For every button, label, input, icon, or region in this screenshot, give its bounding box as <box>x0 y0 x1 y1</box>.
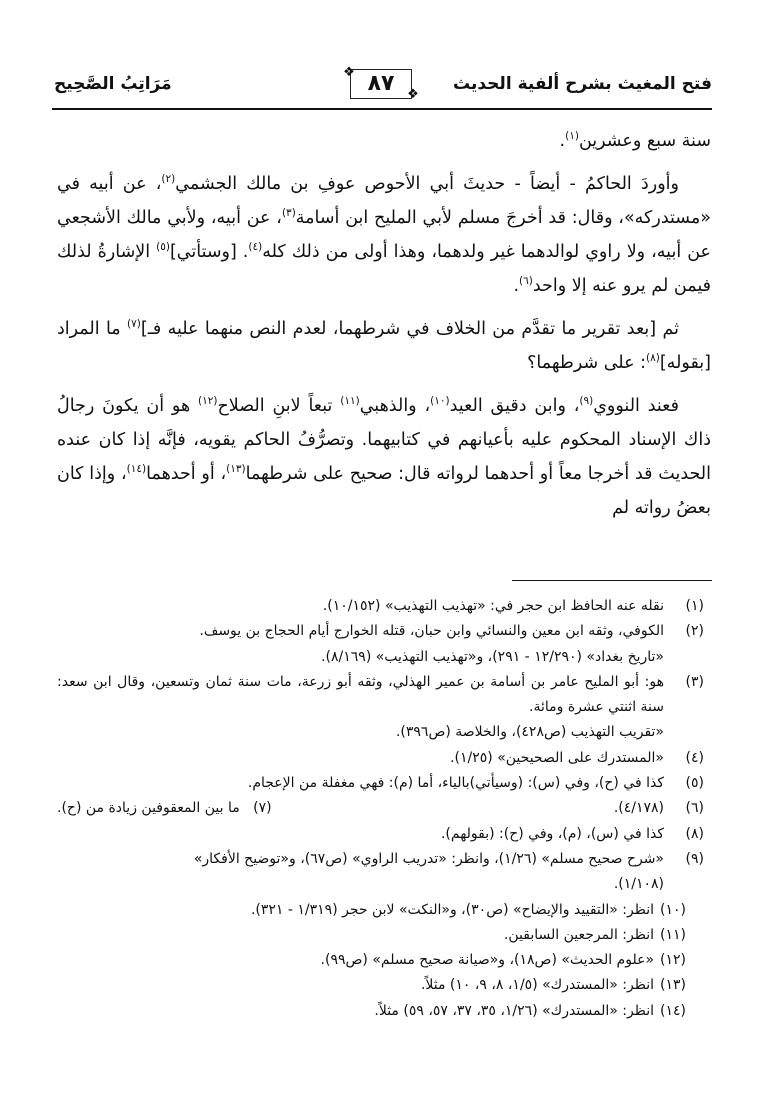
footnote-4 <box>57 746 712 771</box>
text-run: . [وستأتي] <box>169 242 249 262</box>
footnote-text: نقله عنه الحافظ ابن حجر في: «تهذيب التهذيب» (١٠/١٥٢). <box>322 598 664 614</box>
footnote-text: «شرح صحيح مسلم» (١/٢٦)، وانظر: «تدريب الراوي» (ص٦٧)، و«توضيح الأفكار» <box>193 850 664 867</box>
footnote-number: (١) <box>685 598 704 614</box>
footnote-text: الكوفي، وثقه ابن معين والنسائي وابن حبان، قتله الخوارج أيام الحجاج بن يوسف. <box>199 623 664 640</box>
footnote-number: (١٠) <box>660 901 686 918</box>
footnote-ref[interactable]: (١) <box>565 130 579 142</box>
text-run: ثم [بعد تقرير ما تقدَّم من الخلاف في شرطهما، لعدم النص منهما عليه فـ] <box>140 319 679 339</box>
footnote-14 <box>57 999 686 1024</box>
footnote-text: (١/١٠٨). <box>613 876 664 893</box>
footnote-3 <box>57 670 712 746</box>
text-run: . <box>513 276 520 296</box>
footnote-11 <box>57 923 686 948</box>
footnote-8 <box>57 822 712 847</box>
main-text <box>57 124 711 525</box>
text-run: : على شرطهما؟ <box>527 353 646 373</box>
book-title: فتح المغيث بشرح ألفية الحديث <box>452 74 712 94</box>
footnote-text: «المستدرك على الصحيحين» (١/٢٥). <box>450 749 664 766</box>
footnote-ref[interactable]: (٧) <box>127 318 141 330</box>
footnote-ref[interactable]: (٤) <box>248 241 263 253</box>
footnote-number: (١١) <box>660 926 686 943</box>
footnote-5 <box>57 771 712 796</box>
footnote-number: (٧) <box>253 800 272 817</box>
text-run: الإشارةُ لذلك فيمن لم يرو عنه إلا واحد <box>57 242 711 296</box>
footnote-number: (٢) <box>685 623 704 640</box>
text-run: ، وإذا كان بعضُ رواته لم <box>57 464 711 518</box>
text-run: ، عن أبيه، ولأبي مالك الأشجعي عن أبيه، ولا راوي لوالدهما غير ولدهما، وهذا أولى من ذلك كله <box>57 208 711 262</box>
footnote-number: (٣) <box>685 673 704 690</box>
footnote-text: انظر: المرجعين السابقين. <box>503 926 655 943</box>
ornament-icon: ❖ <box>407 87 419 102</box>
footnote-9 <box>57 847 712 898</box>
footnote-number: (١٣) <box>660 977 686 994</box>
footnote-number: (١٢) <box>660 952 686 969</box>
footnote-number: (٤) <box>685 749 704 766</box>
footnote-text: «علوم الحديث» (ص١٨)، و«صيانة صحيح مسلم» (ص٩٩). <box>320 952 655 969</box>
footnote-ref[interactable]: (٣) <box>281 207 296 219</box>
footnote-6-7 <box>57 796 712 821</box>
footnote-text: انظر: «التقييد والإيضاح» (ص٣٠)، و«النكت» لابن حجر (١/٣١٩ - ٣٢١). <box>250 901 655 918</box>
footnote-ref[interactable]: (٦) <box>519 275 533 287</box>
footnote-ref[interactable]: (٩) <box>579 395 594 407</box>
footnote-ref[interactable]: (٥) <box>156 241 170 253</box>
footnote-ref[interactable]: (١٢) <box>198 395 218 407</box>
text-run: ، والذهبي <box>359 396 431 416</box>
footnote-number: (٥) <box>685 775 704 792</box>
footnote-text: «تاريخ بغداد» (١٢/٢٩٠ - ٢٩١)، و«تهذيب التهذيب» (٨/١٦٩). <box>321 648 664 665</box>
footnote-row <box>57 796 664 821</box>
footnote-ref[interactable]: (١٣) <box>226 463 246 475</box>
footnote-number: (٦) <box>685 800 704 817</box>
footnote-1 <box>57 594 712 619</box>
paragraph-3 <box>57 312 711 380</box>
footnote-ref[interactable]: (١١) <box>340 395 360 407</box>
page-number: ٨٧ <box>367 71 395 96</box>
footnote-text: هو: أبو المليح عامر بن أسامة بن عمير الهذلي، وثقه أبو زرعة، مات سنة ثمان وتسعين، وقال ابن سعد: سنة اثنتي عشرة ومائة. <box>57 673 664 716</box>
footnote-2 <box>57 619 712 670</box>
footnotes <box>57 594 712 1024</box>
footnote-text: (٤/١٧٨). <box>613 800 664 817</box>
text-run: تبعاً لابنِ الصلاح <box>217 396 341 416</box>
footnote-number: (٩) <box>685 850 704 867</box>
footnote-13 <box>57 973 686 998</box>
text-run: هو أن يكونَ رجالُ ذاك الإسناد المحكوم عليه بأعيانهم في كتابيهما. وتصرُّفُ الحاكم يقويه، فإنَّه إذا كان عنده الحديث قد أخرجا معاً أو أحدهما لرواته قال: صحيح على شرطهما <box>57 396 711 484</box>
footnote-ref[interactable]: (١٤) <box>126 463 147 475</box>
footnote-ref[interactable]: (٢) <box>161 173 176 185</box>
footnote-separator <box>512 580 712 581</box>
footnote-text: انظر: «المستدرك» (١/٥، ٨، ٩، ١٠) مثلاً. <box>420 977 655 994</box>
footnote-10 <box>57 898 686 923</box>
text-run: سنة سبع وعشرين <box>578 131 711 151</box>
footnote-text: كذا في (ح)، وفي (س): (وسيأتي)بالياء، أما (م): فهي مغفلة من الإعجام. <box>247 775 664 792</box>
footnote-text: انظر: «المستدرك» (١/٢٦، ٣٥، ٣٧، ٥٧، ٥٩) مثلاً. <box>374 1002 655 1019</box>
text-run: ، وابن دقيق العيد <box>449 396 580 416</box>
header-rule <box>52 108 712 110</box>
text-run: ، أو أحدهما <box>146 464 227 484</box>
text-run: ما المراد [بقوله] <box>57 319 711 373</box>
footnote-text: ما بين المعقوفين زيادة من (ح). <box>57 800 240 817</box>
footnote-number: (١٤) <box>660 1002 686 1019</box>
footnote-number: (٨) <box>685 825 704 842</box>
running-header <box>54 66 712 106</box>
footnote-text: «تقريب التهذيب (ص٤٢٨)، والخلاصة (ص٣٩٦). <box>395 724 664 741</box>
footnote-ref[interactable]: (١٠) <box>430 395 450 407</box>
ornament-icon: ❖ <box>343 65 355 80</box>
text-run: وأوردَ الحاكمُ - أيضاً - حديثَ أبي الأحوص عوفِ بن مالك الجشمي <box>175 174 679 194</box>
footnote-7 <box>57 796 272 821</box>
paragraph-1 <box>57 124 711 158</box>
chapter-title: مَرَاتِبُ الصَّحِيح <box>54 74 172 94</box>
text-run: فعند النووي <box>593 396 679 416</box>
text-run: . <box>559 131 566 151</box>
footnote-ref[interactable]: (٨) <box>646 352 660 364</box>
footnote-12 <box>57 948 686 973</box>
page-number-box <box>342 66 420 102</box>
paragraph-4 <box>57 389 711 525</box>
paragraph-2 <box>57 167 711 303</box>
text-run: ، عن أبيه في «مستدركه»، وقال: قد أخرجَ مسلم لأبي المليح ابن أسامة <box>57 174 711 228</box>
footnote-text: كذا في (س)، (م)، وفي (ح): (بقولهم). <box>440 825 664 842</box>
